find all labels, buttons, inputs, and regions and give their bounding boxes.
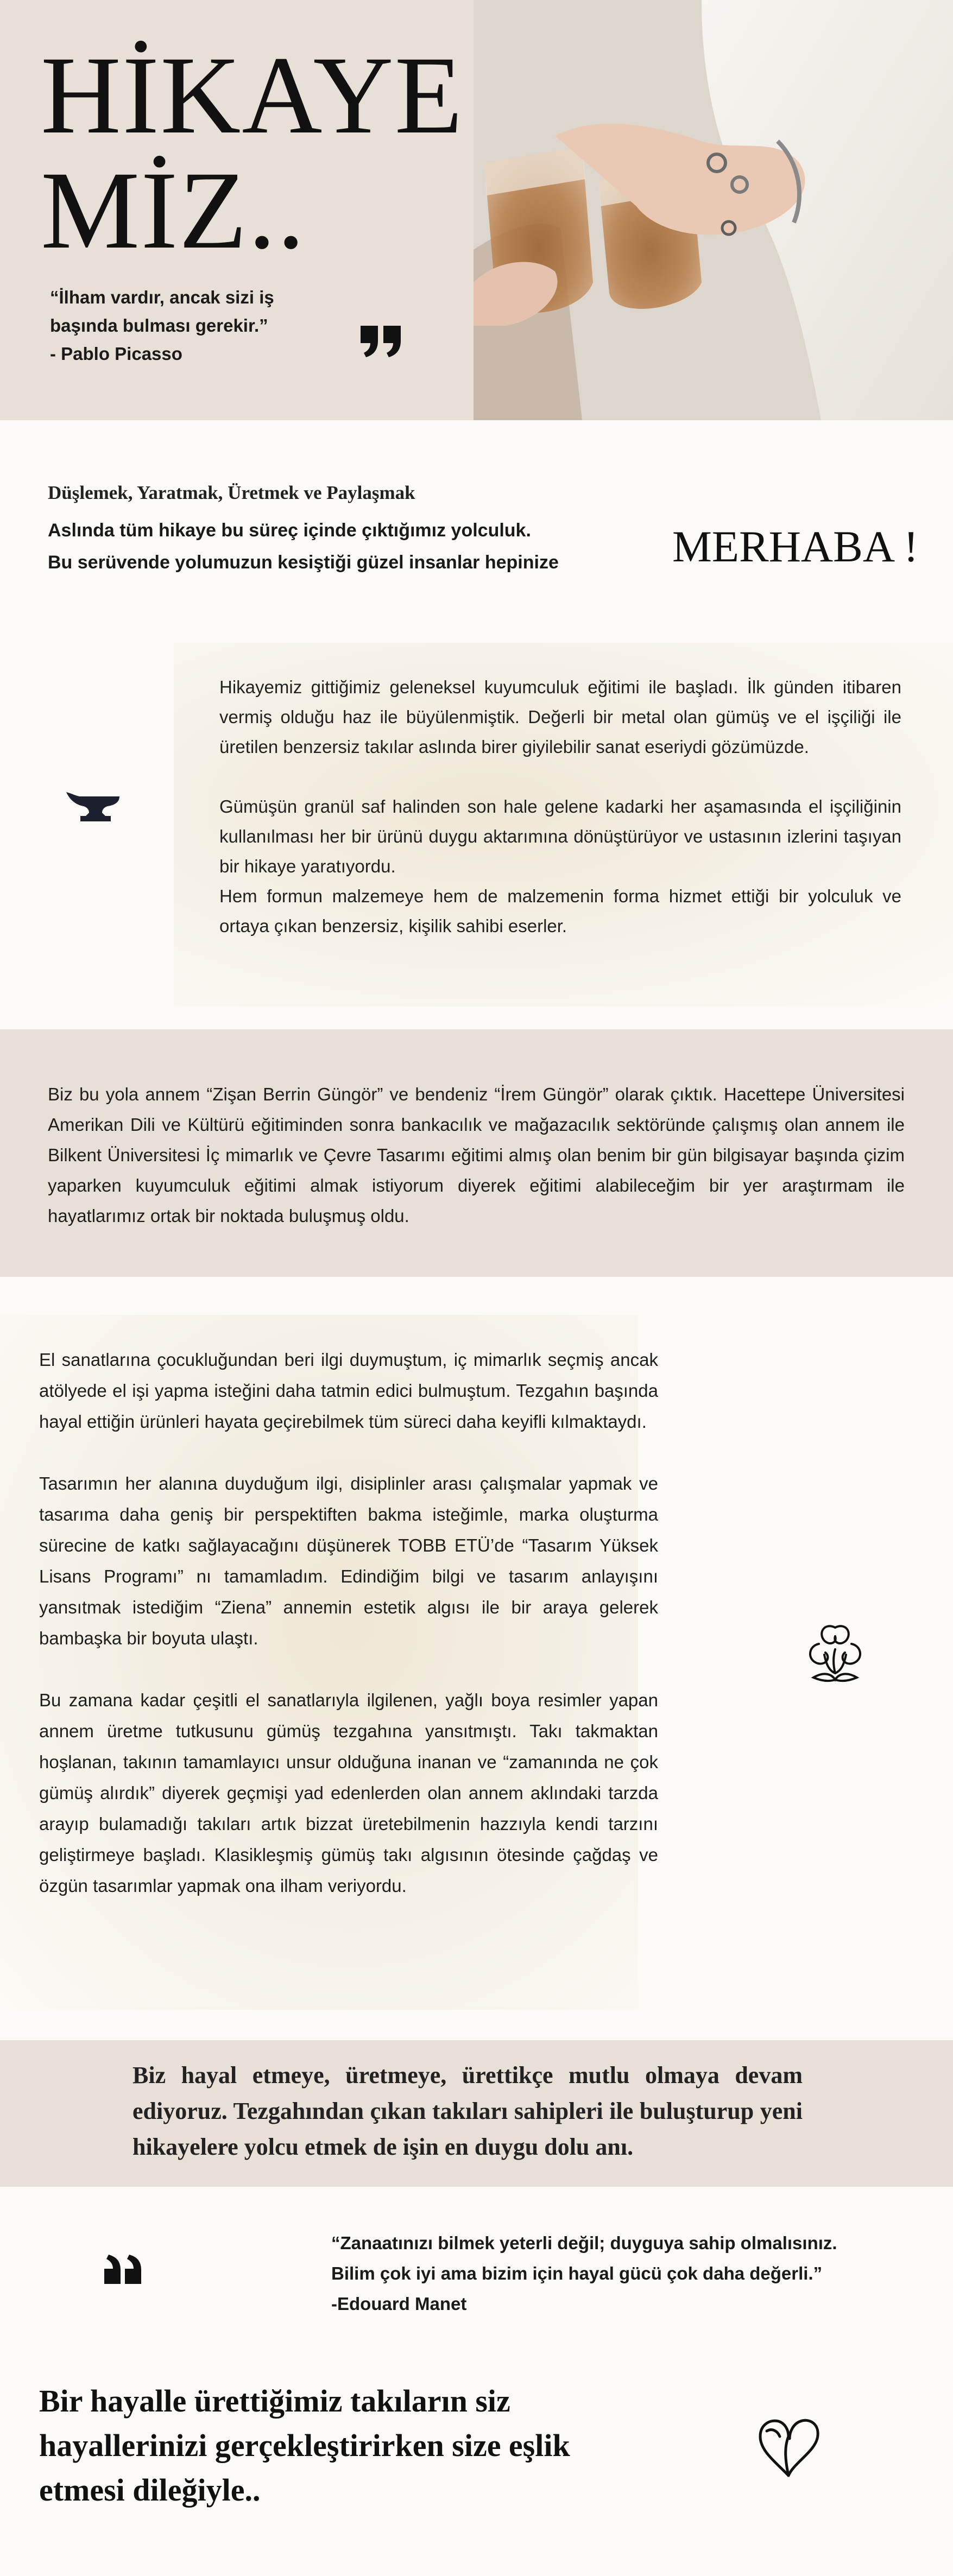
paragraph: Bu zamana kadar çeşitli el sanatlarıyla ilgilenen, yağlı boya resimler yapan annem üretme tutkusunu gümüş tezgahına yansıtmıştı. Takı takmaktan hoşlanan, takının tamamlayıcı unsur olduğuna inanan ve “zamanında ne çok gümüş alırdık” diyerek geçmişi yad edenlerden olan annem aklındaki tarzda arayıp bulamadığı takıları artık bizzat üretebilmenin hazzıyla kendi tarzını geliştirmeye başladı. Klasikleşmiş gümüş takı algısının ötesinde çağdaş ve özgün tasarımlar yapmak ona ilham veriyordu. [39, 1690, 658, 1896]
band-statement: Biz hayal etmeye, üretmeye, ürettikçe mutlu olmaya devam ediyoruz. Tezgahından çıkan takıları sahipleri ile buluşturup yeni hikayelere yolcu etmek de işin en duygu dolu anı. [132, 2062, 803, 2160]
quote-mark-icon [359, 325, 403, 361]
floral-ornament-icon [803, 1617, 868, 1695]
closing-message: Bir hayalle ürettiğimiz takıların siz hayallerinizi gerçekleştirirken size eşlik etmesi dileğiyle.. [39, 2383, 570, 2508]
paragraph: El sanatlarına çocukluğundan beri ilgi duymuştum, iç mimarlık seçmiş ancak atölyede el işi yapma isteğini daha tatmin edici bulmuştum. Tezgahın başında hayal ettiğin ürünleri hayata geçirebilmek tüm süreci daha keyifli kılmaktaydı. [39, 1350, 658, 1432]
anvil-icon [65, 790, 126, 826]
intro-line: Bu serüvende yolumuzun kesiştiği güzel insanlar hepinize [48, 552, 559, 573]
hero-quote: “İlham vardır, ancak sizi iş başında bulması gerekir.” - Pablo Picasso [50, 287, 274, 364]
intro-line: Aslında tüm hikaye bu süreç içinde çıktığımız yolculuk. [48, 520, 531, 541]
story-section-1 [219, 672, 901, 941]
quote-author: - Pablo Picasso [50, 344, 182, 364]
intro-heading: Düşlemek, Yaratmak, Üretmek ve Paylaşmak [48, 482, 415, 503]
page-title: HİKAYE MİZ.. [41, 34, 464, 272]
manet-quote: “Zanaatınızı bilmek yeterli değil; duyguya sahip olmalısınız. Bilim çok iyi ama bizim için hayal gücü çok daha değerli.” -Edouard Manet [331, 2233, 837, 2314]
quote-mark-icon [103, 2255, 142, 2288]
hero-photo [474, 0, 953, 420]
paragraph: Hikayemiz gittiğimiz geleneksel kuyumculuk eğitimi ile başladı. İlk günden itibaren vermiş olduğu haz ile büyülenmiştik. Değerli bir metal olan gümüş ve el işçiliği ile üretilen benzersiz takılar aslında birer giyilebilir sanat eseriydi gözümüzde. [219, 677, 901, 757]
greeting-heading: MERHABA ! [672, 522, 919, 571]
quote-author: -Edouard Manet [331, 2294, 467, 2314]
paragraph: Hem formun malzemeye hem de malzemenin forma hizmet ettiği bir yolculuk ve ortaya çıkan benzersiz, kişilik sahibi eserler. [219, 886, 901, 936]
paragraph: Tasarımın her alanına duyduğum ilgi, disiplinler arası çalışmalar yapmak ve tasarıma daha geniş bir perspektiften bakma isteğimle, marka oluşturma sürecine de katkı sağlayacağını düşünerek TOBB ETÜ’de “Tasarım Yüksek Lisans Programı” nı tamamladım. Edindiğim bilgi ve tasarım anlayışını yansıtmak istediğim “Ziena” annemin estetik algısı ile bir araya gelerek bambaşka bir boyuta ulaştı. [39, 1473, 658, 1648]
founders-paragraph: Biz bu yola annem “Zişan Berrin Güngör” ve bendeniz “İrem Güngör” olarak çıktık. Hacettepe Üniversitesi Amerikan Dili ve Kültürü eğitiminden sonra bankacılık ve mağazacılık sektöründe çalışmış olan annem ile Bilkent Üniversitesi İç mimarlık ve Çevre Tasarımı eğitimi almış olan benim bir gün bilgisayar başında çizim yaparken kuyumculuk eğitimi almak istiyorum diyerek eğitimi alabileceğim bir yer araştırmam ile hayatlarımız ortak bir noktada buluşmuş oldu. [48, 1084, 905, 1226]
heart-icon [756, 2415, 823, 2482]
paragraph: Gümüşün granül saf halinden son hale gelene kadarki her aşamasında el işçiliğinin kullanılması her bir ürünü duygu aktarımına dönüştürüyor ve ustasının izlerini taşıyan bir hikaye yaratıyordu. [219, 796, 901, 876]
story-section-2 [39, 1344, 658, 1901]
